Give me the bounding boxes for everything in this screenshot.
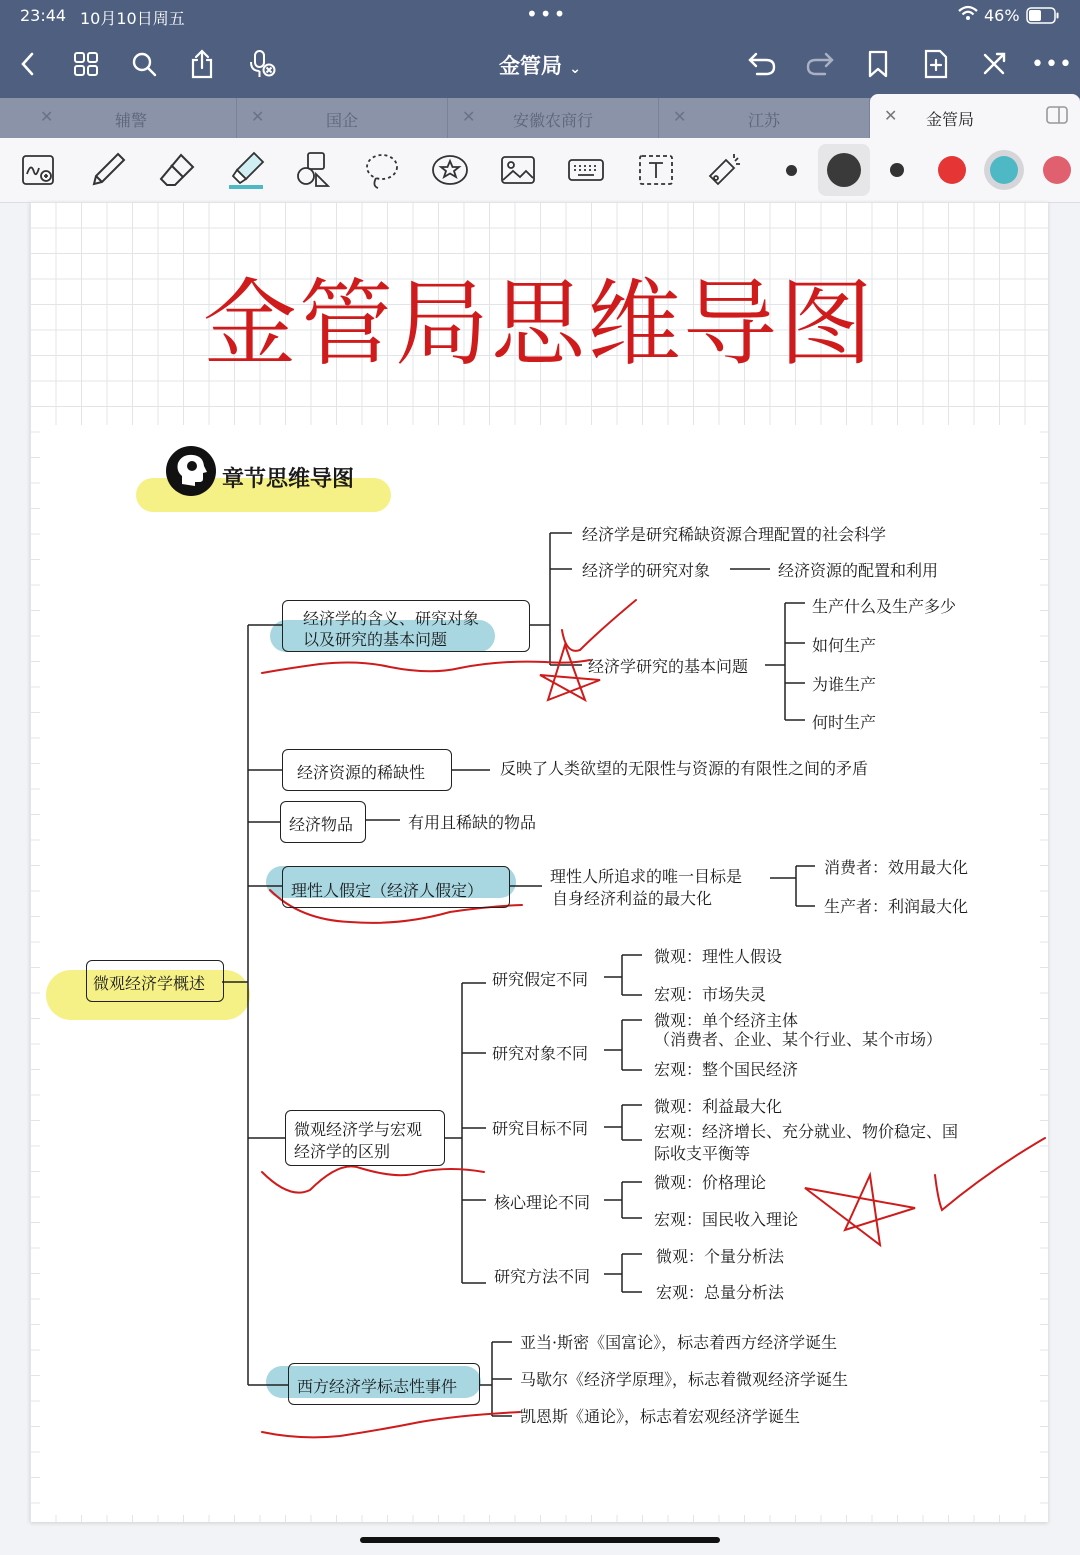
notebook-title-text: 金管局 [498, 54, 562, 78]
b5-diff-5-macro: 宏观：总量分析法 [656, 1283, 785, 1302]
b6-event-2: 马歇尔《经济学原理》，标志着微观经济学诞生 [520, 1370, 849, 1389]
tab-label: 江苏 [747, 111, 780, 130]
tab-close-icon[interactable]: ✕ [884, 106, 898, 125]
b5-diff-5-micro: 微观：个量分析法 [656, 1247, 785, 1266]
b1-child-2-detail: 经济资源的配置和利用 [778, 561, 939, 580]
b5-diff-1-micro: 微观：理性人假设 [654, 947, 783, 966]
question-4: 何时生产 [812, 713, 877, 732]
tab-label: 金管局 [925, 110, 974, 129]
tab-close-icon[interactable]: ✕ [251, 107, 265, 126]
tab-label: 国企 [325, 111, 358, 130]
node-b1-line1: 经济学的含义、研究对象 [303, 609, 480, 628]
tab-label: 辅警 [114, 111, 147, 130]
node-b5-line2: 经济学的区别 [294, 1142, 391, 1161]
b1-child-2: 经济学的研究对象 [582, 561, 711, 580]
b5-diff-2: 研究对象不同 [492, 1044, 589, 1063]
node-b6 [288, 1363, 480, 1405]
b4-sub-1: 消费者：效用最大化 [824, 858, 969, 877]
b5-diff-1: 研究假定不同 [492, 970, 589, 989]
b4-sub-2: 生产者：利润最大化 [824, 897, 969, 916]
b5-diff-2-macro: 宏观：整个国民经济 [654, 1060, 799, 1079]
node-b4-label: 理性人假定（经济人假定） [291, 881, 484, 900]
node-b4 [282, 866, 510, 908]
b1-child-3: 经济学研究的基本问题 [588, 657, 749, 676]
status-time: 23:44 [20, 6, 67, 25]
question-1: 生产什么及生产多少 [812, 597, 957, 616]
b5-diff-3-micro: 微观：利益最大化 [654, 1097, 783, 1116]
b2-desc: 反映了人类欲望的无限性与资源的有限性之间的矛盾 [500, 759, 869, 778]
node-b5-line1: 微观经济学与宏观 [294, 1120, 423, 1139]
question-3: 为谁生产 [812, 675, 877, 694]
chevron-down-icon: ⌄ [569, 61, 582, 77]
node-b5 [285, 1110, 445, 1166]
b6-event-3: 凯恩斯《通论》，标志着宏观经济学诞生 [520, 1407, 801, 1426]
b5-diff-3-macro-cont: 际收支平衡等 [654, 1144, 751, 1163]
node-b3 [280, 801, 366, 843]
b6-event-1: 亚当·斯密《国富论》，标志着西方经济学诞生 [520, 1333, 838, 1352]
node-b2-label: 经济资源的稀缺性 [297, 763, 426, 782]
tab-close-icon[interactable]: ✕ [40, 107, 54, 126]
node-b1-line2: 以及研究的基本问题 [303, 630, 448, 649]
more-icon[interactable]: ••• [1031, 51, 1073, 77]
tab-close-icon[interactable]: ✕ [462, 107, 476, 126]
root-node-label: 微观经济学概述 [93, 974, 206, 993]
node-b1 [282, 600, 530, 652]
b5-diff-4-macro: 宏观：国民收入理论 [654, 1210, 799, 1229]
head-profile-icon [166, 446, 216, 496]
b5-diff-2-micro-detail: （消费者、企业、某个行业、某个市场） [654, 1030, 943, 1049]
b3-desc: 有用且稀缺的物品 [408, 813, 537, 832]
tab-label: 安徽农商行 [512, 111, 593, 130]
b5-diff-3: 研究目标不同 [492, 1119, 589, 1138]
status-date: 10月10日周五 [80, 9, 185, 28]
node-b2 [282, 749, 452, 791]
battery-percent: 46% [984, 6, 1020, 25]
b4-desc-2: 自身经济利益的最大化 [552, 889, 713, 908]
root-node [86, 960, 224, 1002]
b4-desc-1: 理性人所追求的唯一目标是 [550, 867, 743, 886]
b5-diff-3-macro: 宏观：经济增长、充分就业、物价稳定、国 [654, 1122, 959, 1141]
node-b6-label: 西方经济学标志性事件 [297, 1377, 458, 1396]
b5-diff-2-micro: 微观：单个经济主体 [654, 1011, 799, 1030]
note-title: 金管局思维导图 [202, 270, 875, 379]
tab-close-icon[interactable]: ✕ [673, 107, 687, 126]
b1-child-1: 经济学是研究稀缺资源合理配置的社会科学 [582, 525, 887, 544]
multitask-dots-icon[interactable]: ••• [526, 2, 568, 26]
node-b3-label: 经济物品 [289, 815, 354, 834]
b5-diff-5: 研究方法不同 [494, 1267, 591, 1286]
b5-diff-1-macro: 宏观：市场失灵 [654, 985, 767, 1004]
b5-diff-4: 核心理论不同 [494, 1193, 591, 1212]
question-2: 如何生产 [812, 636, 877, 655]
home-indicator[interactable] [360, 1537, 720, 1543]
b5-diff-4-micro: 微观：价格理论 [654, 1173, 767, 1192]
chapter-header: 章节思维导图 [222, 467, 355, 492]
